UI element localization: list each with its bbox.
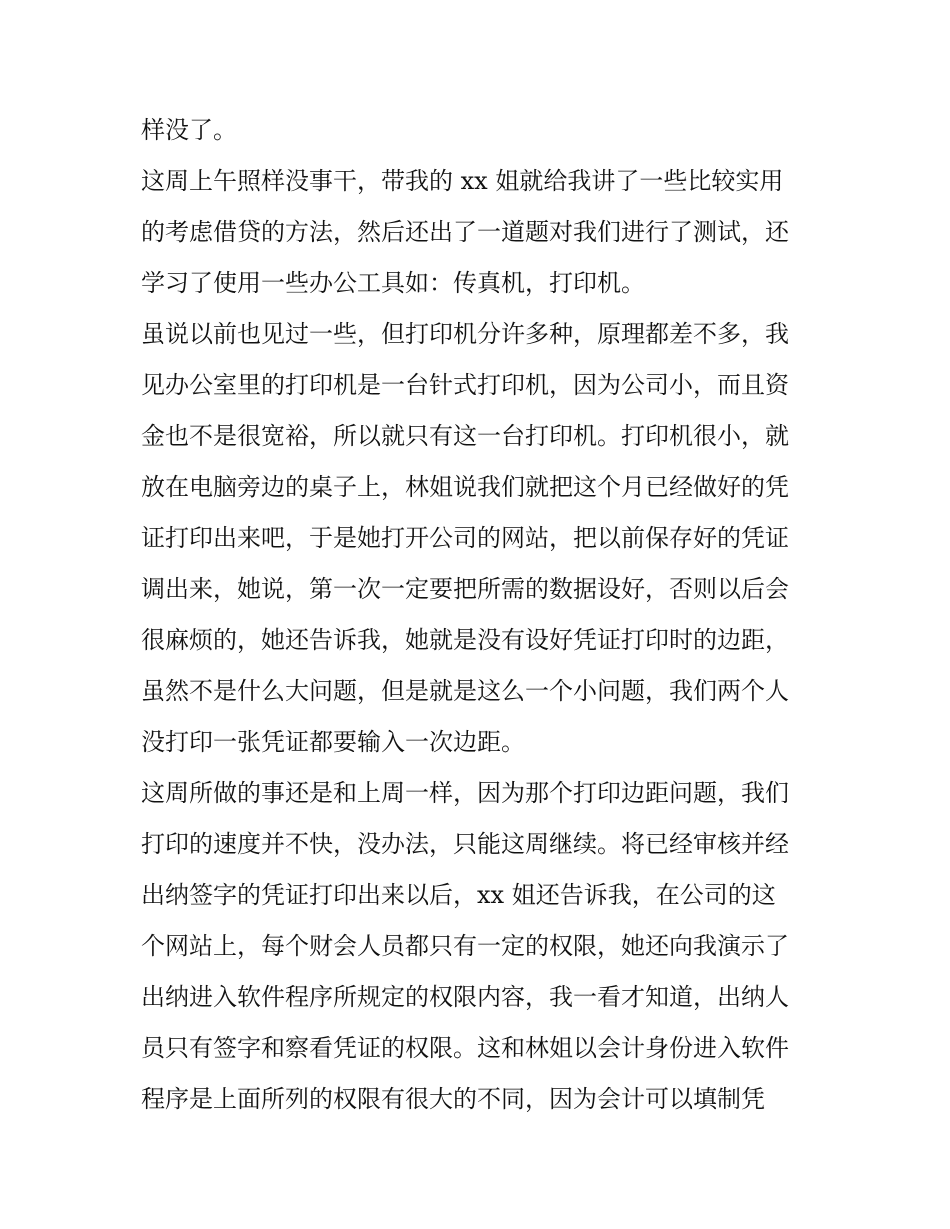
body-text — [141, 105, 821, 1125]
text-line: 虽说以前也见过一些，但打印机分许多种，原理都差不多，我 — [141, 320, 789, 348]
text-line: 这周上午照样没事干，带我的 xx 姐就给我讲了一些比较实用 — [141, 167, 784, 195]
text-line: 这周所做的事还是和上周一样，因为那个打印边距问题，我们 — [141, 779, 789, 807]
text-line: 打印的速度并不快，没办法，只能这周继续。将已经审核并经 — [141, 830, 789, 858]
text-line: 证打印出来吧，于是她打开公司的网站，把以前保存好的凭证 — [141, 524, 789, 552]
text-line: 程序是上面所列的权限有很大的不同，因为会计可以填制凭 — [141, 1085, 765, 1113]
text-line: 样没了。 — [141, 116, 237, 144]
text-line: 很麻烦的，她还告诉我，她就是没有设好凭证打印时的边距， — [141, 626, 789, 654]
text-line: 没打印一张凭证都要输入一次边距。 — [141, 728, 525, 756]
text-line: 出纳签字的凭证打印出来以后，xx 姐还告诉我，在公司的这 — [141, 881, 776, 909]
text-line: 见办公室里的打印机是一台针式打印机，因为公司小，而且资 — [141, 371, 789, 399]
text-line: 员只有签字和察看凭证的权限。这和林姐以会计身份进入软件 — [141, 1034, 789, 1062]
text-line: 金也不是很宽裕，所以就只有这一台打印机。打印机很小，就 — [141, 422, 789, 450]
text-line: 出纳进入软件程序所规定的权限内容，我一看才知道，出纳人 — [141, 983, 789, 1011]
text-line: 放在电脑旁边的桌子上，林姐说我们就把这个月已经做好的凭 — [141, 473, 789, 501]
text-line: 个网站上，每个财会人员都只有一定的权限，她还向我演示了 — [141, 932, 789, 960]
text-line: 的考虑借贷的方法，然后还出了一道题对我们进行了测试，还 — [141, 218, 789, 246]
text-line: 学习了使用一些办公工具如：传真机，打印机。 — [141, 269, 645, 297]
text-line: 虽然不是什么大问题，但是就是这么一个小问题，我们两个人 — [141, 677, 789, 705]
text-line: 调出来，她说，第一次一定要把所需的数据设好，否则以后会 — [141, 575, 789, 603]
